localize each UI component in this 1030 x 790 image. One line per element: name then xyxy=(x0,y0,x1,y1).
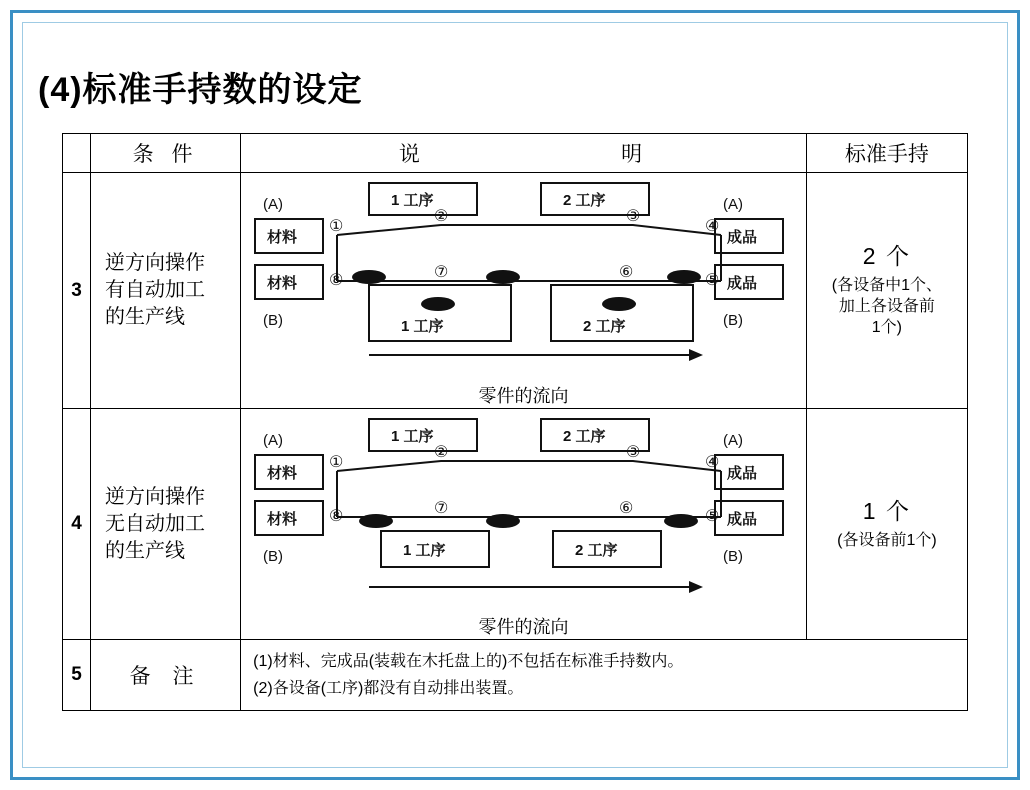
row-number-4: 4 xyxy=(63,409,91,640)
svg-text:④: ④ xyxy=(705,218,720,235)
table-row xyxy=(63,409,968,640)
svg-text:⑥: ⑥ xyxy=(619,264,634,281)
svg-text:材料: 材料 xyxy=(267,511,298,528)
svg-text:(A): (A) xyxy=(263,432,284,449)
row-standard-3 xyxy=(806,173,967,409)
flow-caption-4: 零件的流向 xyxy=(478,617,569,637)
row-number-3: 3 xyxy=(63,173,91,409)
process-flow-diagram-3 xyxy=(241,173,806,388)
svg-text:⑦: ⑦ xyxy=(434,500,449,517)
standard-note-line: 加上各设备前 xyxy=(838,298,935,316)
svg-text:①: ① xyxy=(329,218,344,235)
table-row xyxy=(63,640,968,711)
header-description xyxy=(241,134,807,173)
svg-text:1 工序: 1 工序 xyxy=(391,192,434,209)
svg-text:②: ② xyxy=(434,208,449,225)
row-diagram-3 xyxy=(241,173,807,409)
svg-text:⑦: ⑦ xyxy=(434,264,449,281)
svg-text:⑤: ⑤ xyxy=(705,272,720,289)
svg-text:成品: 成品 xyxy=(727,511,758,528)
svg-text:(A): (A) xyxy=(723,196,744,213)
standard-count-3: 2 个 xyxy=(862,243,911,270)
condition-line: 有自动加工 xyxy=(105,279,206,301)
table-row xyxy=(63,173,968,409)
header-description-right: 明 xyxy=(621,143,649,166)
condition-line: 的生产线 xyxy=(105,539,186,562)
condition-line: 的生产线 xyxy=(105,306,186,328)
svg-text:成品: 成品 xyxy=(727,275,758,292)
header-condition: 条 件 xyxy=(91,134,241,173)
svg-text:2 工序: 2 工序 xyxy=(563,192,606,209)
row-diagram-4 xyxy=(241,409,807,640)
svg-text:(B): (B) xyxy=(723,548,744,565)
flow-caption-3: 零件的流向 xyxy=(478,386,569,406)
svg-text:材料: 材料 xyxy=(267,229,298,246)
standard-note-line: (各设备前1个) xyxy=(837,531,937,549)
row-condition-4 xyxy=(91,409,241,640)
header-standard: 标准手持 xyxy=(806,134,967,173)
svg-text:1 工序: 1 工序 xyxy=(391,428,434,445)
svg-text:(B): (B) xyxy=(263,548,284,565)
svg-text:(B): (B) xyxy=(263,312,284,329)
svg-text:(A): (A) xyxy=(723,432,744,449)
svg-text:(A): (A) xyxy=(263,196,284,213)
svg-text:材料: 材料 xyxy=(267,465,298,482)
condition-line: 逆方向操作 xyxy=(105,485,206,508)
svg-text:⑤: ⑤ xyxy=(705,508,720,525)
svg-text:⑥: ⑥ xyxy=(619,500,634,517)
svg-text:②: ② xyxy=(434,444,449,461)
header-num xyxy=(63,134,91,173)
header-description-left: 说 xyxy=(398,143,426,166)
process-flow-diagram-4 xyxy=(241,409,806,619)
svg-text:2 工序: 2 工序 xyxy=(583,318,626,335)
svg-text:2 工序: 2 工序 xyxy=(575,542,618,559)
table-header-row xyxy=(63,134,968,173)
svg-text:③: ③ xyxy=(626,444,641,461)
standard-note-line: 1个) xyxy=(871,318,903,336)
standard-note-line: (各设备中1个、 xyxy=(831,277,943,295)
svg-text:1 工序: 1 工序 xyxy=(401,318,444,335)
svg-text:④: ④ xyxy=(705,454,720,471)
condition-line: 无自动加工 xyxy=(105,512,206,535)
standard-wip-table xyxy=(62,133,968,711)
svg-text:材料: 材料 xyxy=(267,275,298,292)
svg-text:成品: 成品 xyxy=(727,229,758,246)
page-title: (4)标准手持数的设定 xyxy=(38,71,363,109)
row-notes-5 xyxy=(241,640,968,711)
svg-text:成品: 成品 xyxy=(727,465,758,482)
svg-text:1 工序: 1 工序 xyxy=(403,542,446,559)
row-number-5: 5 xyxy=(63,640,91,711)
condition-line: 逆方向操作 xyxy=(105,252,206,274)
standard-count-4: 1 个 xyxy=(862,497,911,524)
svg-text:⑧: ⑧ xyxy=(329,272,344,289)
svg-text:⑧: ⑧ xyxy=(329,508,344,525)
note-line: (1)材料、完成品(装载在木托盘上的)不包括在标准手持数内。 xyxy=(253,653,684,670)
note-line: (2)各设备(工序)都没有自动排出装置。 xyxy=(253,680,524,698)
row-condition-3 xyxy=(91,173,241,409)
svg-text:(B): (B) xyxy=(723,312,744,329)
svg-text:③: ③ xyxy=(626,208,641,225)
svg-text:2 工序: 2 工序 xyxy=(563,428,606,445)
svg-text:①: ① xyxy=(329,454,344,471)
row-standard-4 xyxy=(806,409,967,640)
row-condition-5: 备 注 xyxy=(91,640,241,711)
